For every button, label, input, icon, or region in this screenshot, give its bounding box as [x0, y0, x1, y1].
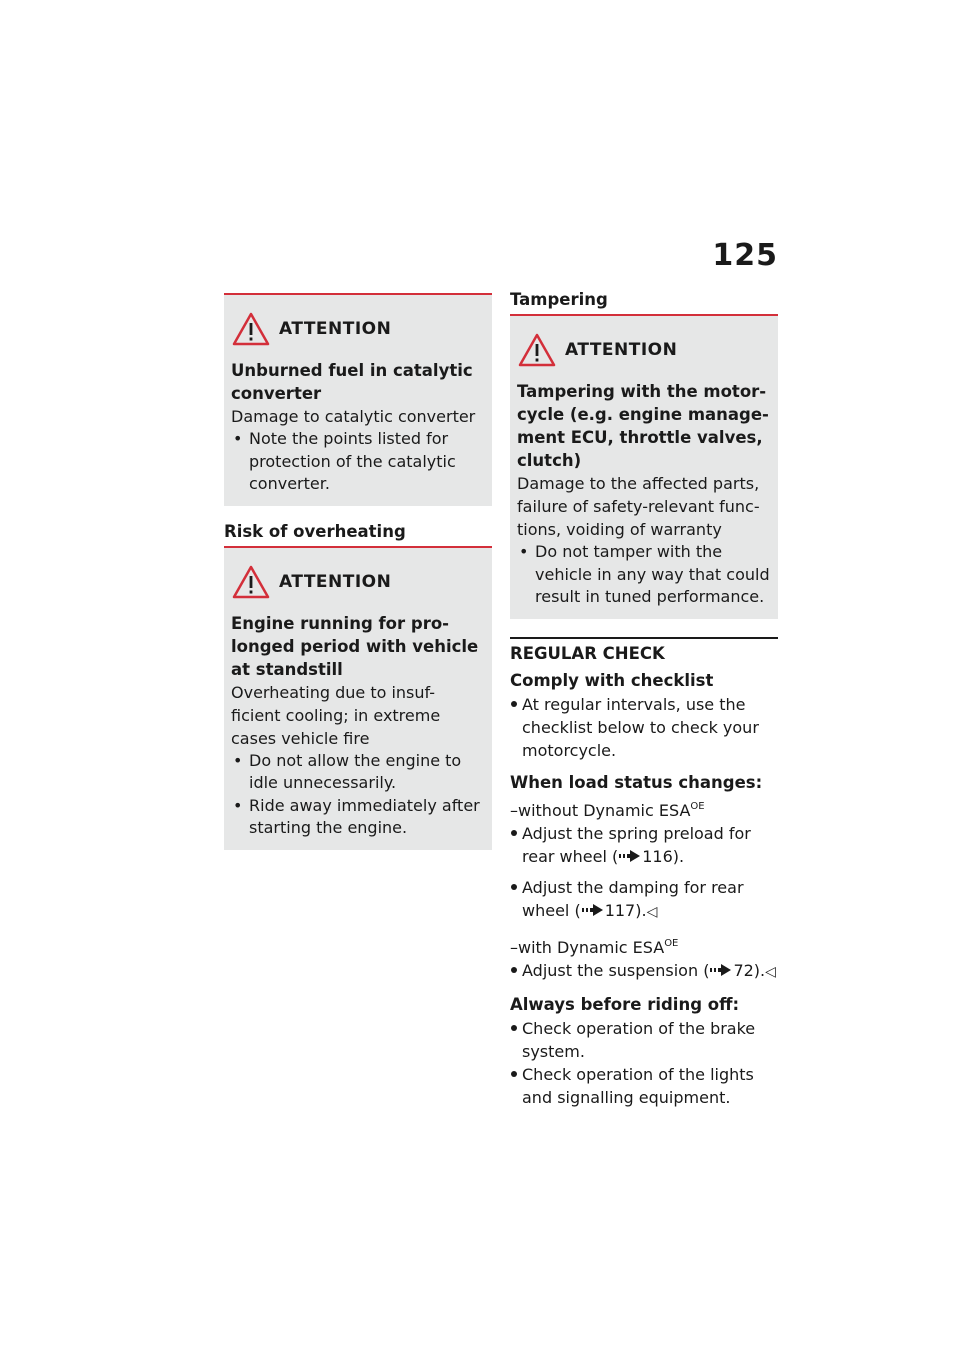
list-item: At regular intervals, use the checklist below to check your motorcycle.: [510, 693, 778, 762]
warning-triangle-icon: [231, 564, 271, 600]
list-item: • Note the points listed for protection of the catalytic converter.: [231, 428, 484, 496]
right-column: [510, 285, 778, 1109]
attention-effect: Damage to catalytic converter: [231, 407, 476, 426]
attention-box-tampering: [510, 316, 778, 619]
left-column: [224, 285, 492, 850]
attention-subject: Tampering with the motor-cycle (e.g. engine manage-ment ECU, throttle valves, clutch): [517, 382, 769, 470]
page-reference-arrow-icon: [709, 964, 733, 976]
attention-bullets: [517, 541, 770, 609]
page-reference[interactable]: 116: [642, 846, 673, 866]
subheading-load-status: When load status changes:: [510, 772, 763, 792]
page-number: 125: [712, 238, 778, 273]
attention-box-catalytic: [224, 293, 492, 506]
attention-header: [517, 332, 770, 368]
variant-label: –without Dynamic ESA: [510, 800, 691, 820]
attention-header: [231, 564, 484, 600]
attention-title: ATTENTION: [279, 571, 392, 592]
attention-title: ATTENTION: [565, 340, 678, 360]
attention-header: [231, 311, 484, 347]
attention-subject: Unburned fuel in catalytic converter: [231, 361, 473, 403]
page-reference[interactable]: 117: [604, 900, 636, 920]
oe-mark: OE: [664, 937, 679, 949]
warning-triangle-icon: [231, 311, 271, 347]
end-of-section-mark: ◁: [646, 903, 658, 920]
page-reference-arrow-icon: [618, 850, 642, 862]
bullet-text: Adjust the suspension (: [522, 960, 710, 980]
list-item: [510, 959, 778, 984]
list-item: Check operation of the brake system.: [510, 1017, 778, 1063]
section-title-risk-of-overheating: Risk of overheating: [224, 510, 492, 548]
oe-mark: OE: [690, 800, 705, 812]
attention-subject: Engine running for pro-longed period with vehicle at standstill: [231, 613, 479, 679]
bullet-text: Adjust the spring preload for rear wheel (: [522, 823, 751, 866]
variant-label: –with Dynamic ESA: [510, 937, 665, 957]
list-item: • Do not tamper with the vehicle in any way that could result in tuned performance.: [517, 541, 770, 609]
end-of-section-mark: ◁: [765, 963, 776, 980]
attention-bullets: [231, 428, 484, 496]
bullet-text-end: ).: [753, 960, 766, 980]
section-title-tampering: Tampering: [510, 285, 778, 316]
variant-without-esa: [510, 795, 778, 822]
bullet-text-end: ).: [635, 900, 647, 920]
list-item: • Ride away immediately after starting the engine.: [231, 795, 484, 840]
page-reference[interactable]: 72: [733, 960, 754, 980]
without-esa-bullets: [510, 822, 778, 924]
attention-effect: Damage to the affected parts, failure of safety-relevant func-tions, voiding of warranty: [517, 474, 760, 539]
attention-title: ATTENTION: [279, 319, 392, 339]
variant-with-esa: [510, 932, 778, 959]
bullet-text: Adjust the damping for rear wheel (: [522, 877, 744, 920]
list-item: [510, 822, 778, 868]
list-item: • Do not allow the engine to idle unnecessarily.: [231, 750, 484, 795]
heading-regular-check: REGULAR CHECK: [510, 637, 778, 666]
attention-box-overheating: [224, 548, 492, 850]
with-esa-bullets: [510, 959, 778, 984]
subheading-comply-with-checklist: Comply with checklist: [510, 670, 714, 690]
page-reference-arrow-icon: [581, 904, 605, 916]
list-item: [510, 876, 778, 924]
checklist-bullets: [510, 693, 778, 762]
attention-effect: Overheating due to insuf-ficient cooling; in extreme cases vehicle fire: [231, 682, 441, 748]
before-riding-bullets: [510, 1017, 778, 1109]
list-item: Check operation of the lights and signalling equipment.: [510, 1063, 778, 1109]
bullet-text-end: ).: [672, 846, 685, 866]
attention-bullets: [231, 750, 484, 840]
subheading-before-riding-off: Always before riding off:: [510, 994, 740, 1014]
warning-triangle-icon: [517, 332, 557, 368]
